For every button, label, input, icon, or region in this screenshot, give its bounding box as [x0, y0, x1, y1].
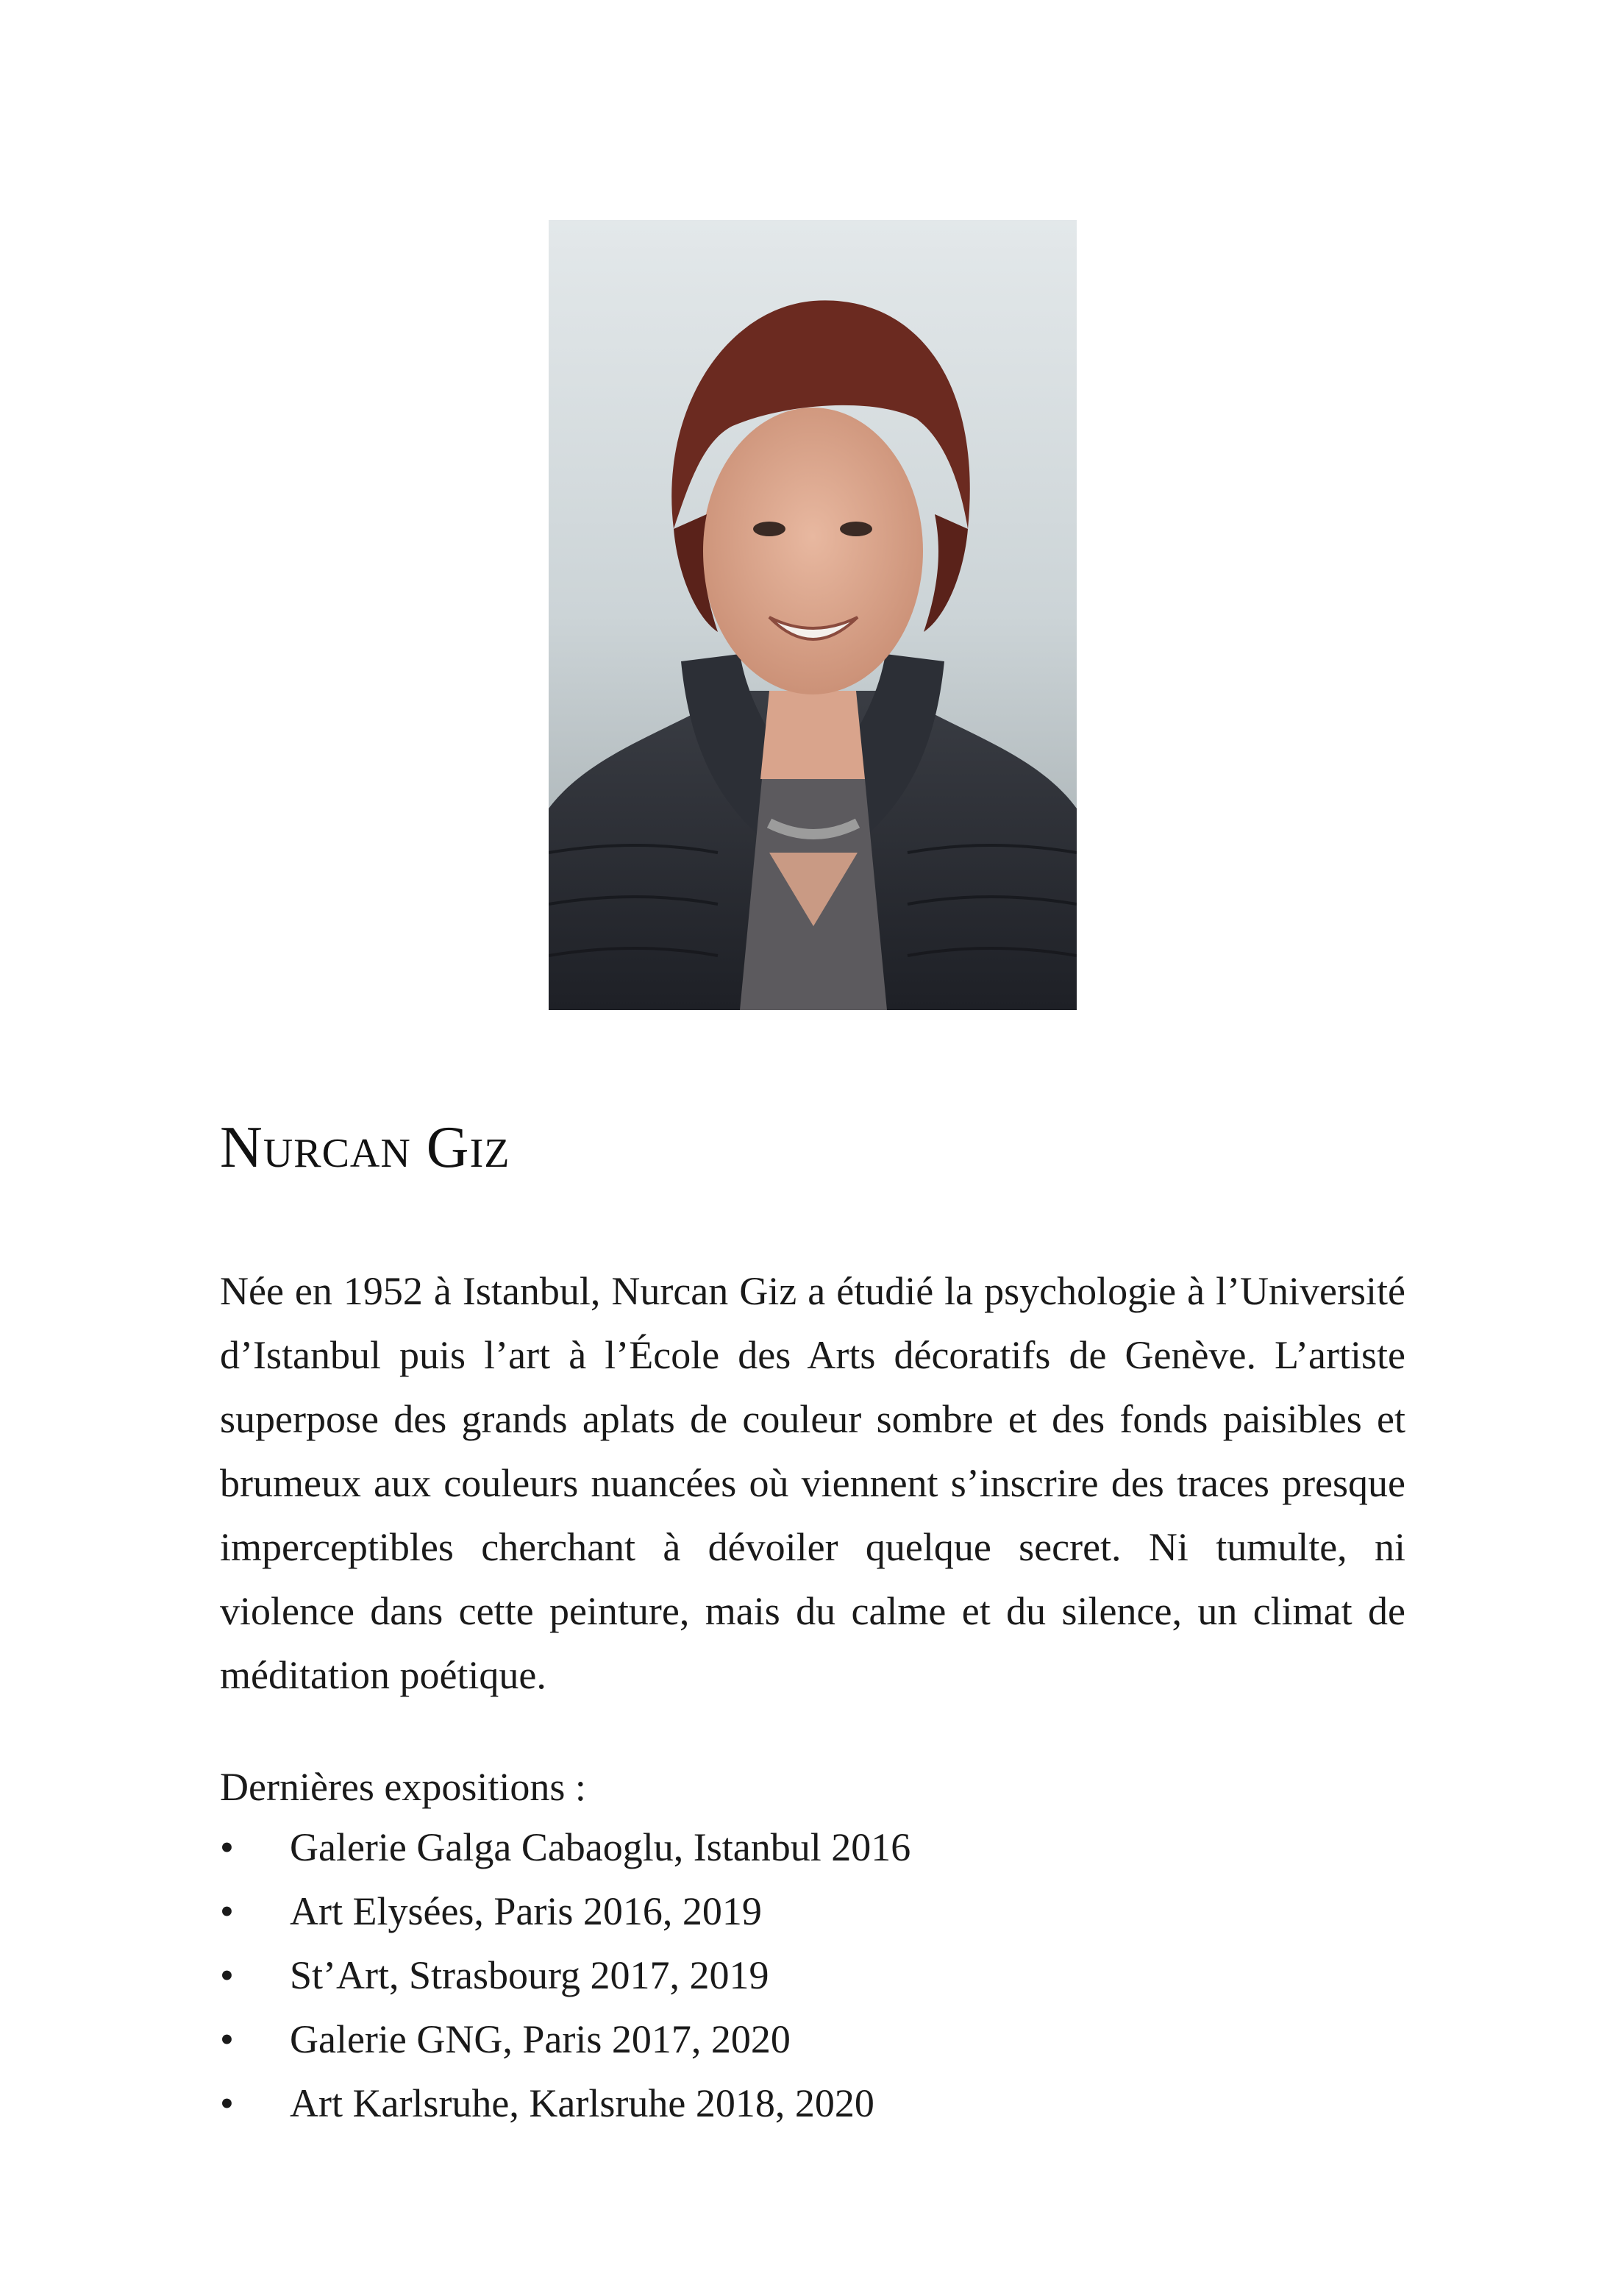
exhibition-label: Galerie GNG, Paris 2017, 2020 — [290, 2017, 791, 2061]
artist-biography: Née en 1952 à Istanbul, Nurcan Giz a étudié la psychologie à l’Université d’Istanbul puis l’art à l’École des Arts décoratifs de Genève. L’artiste superpose des grands aplats de couleur sombre et des fonds paisibles et brumeux aux couleurs nuancées où viennent s’inscrire des traces presque imperceptibles cherchant à dévoiler quelque secret. Ni tumulte, ni violence dans cette peinture, mais du calme et du silence, un climat de méditation poétique. — [220, 1269, 1405, 1697]
exhibitions-list — [220, 1816, 910, 2136]
exhibition-label: St’Art, Strasbourg 2017, 2019 — [290, 1953, 769, 1997]
exhibition-item — [220, 2072, 910, 2136]
exhibitions-heading: Dernières expositions : — [220, 1765, 586, 1809]
bullet-icon: • — [220, 2017, 234, 2061]
bullet-icon: • — [220, 1889, 234, 1933]
bullet-icon: • — [220, 1825, 234, 1869]
artist-portrait-photo — [549, 220, 1077, 1010]
exhibition-item — [220, 2008, 910, 2072]
portrait-illustration — [549, 220, 1077, 1010]
artist-name-heading: Nurcan Giz — [220, 1115, 510, 1180]
exhibition-label: Galerie Galga Cabaoglu, Istanbul 2016 — [290, 1825, 911, 1869]
bullet-icon: • — [220, 1953, 234, 1997]
bullet-icon: • — [220, 2081, 234, 2125]
exhibition-item — [220, 1816, 910, 1880]
exhibition-label: Art Karlsruhe, Karlsruhe 2018, 2020 — [290, 2081, 874, 2125]
exhibition-item — [220, 1880, 910, 1944]
exhibition-label: Art Elysées, Paris 2016, 2019 — [290, 1889, 762, 1933]
exhibition-item — [220, 1944, 910, 2008]
